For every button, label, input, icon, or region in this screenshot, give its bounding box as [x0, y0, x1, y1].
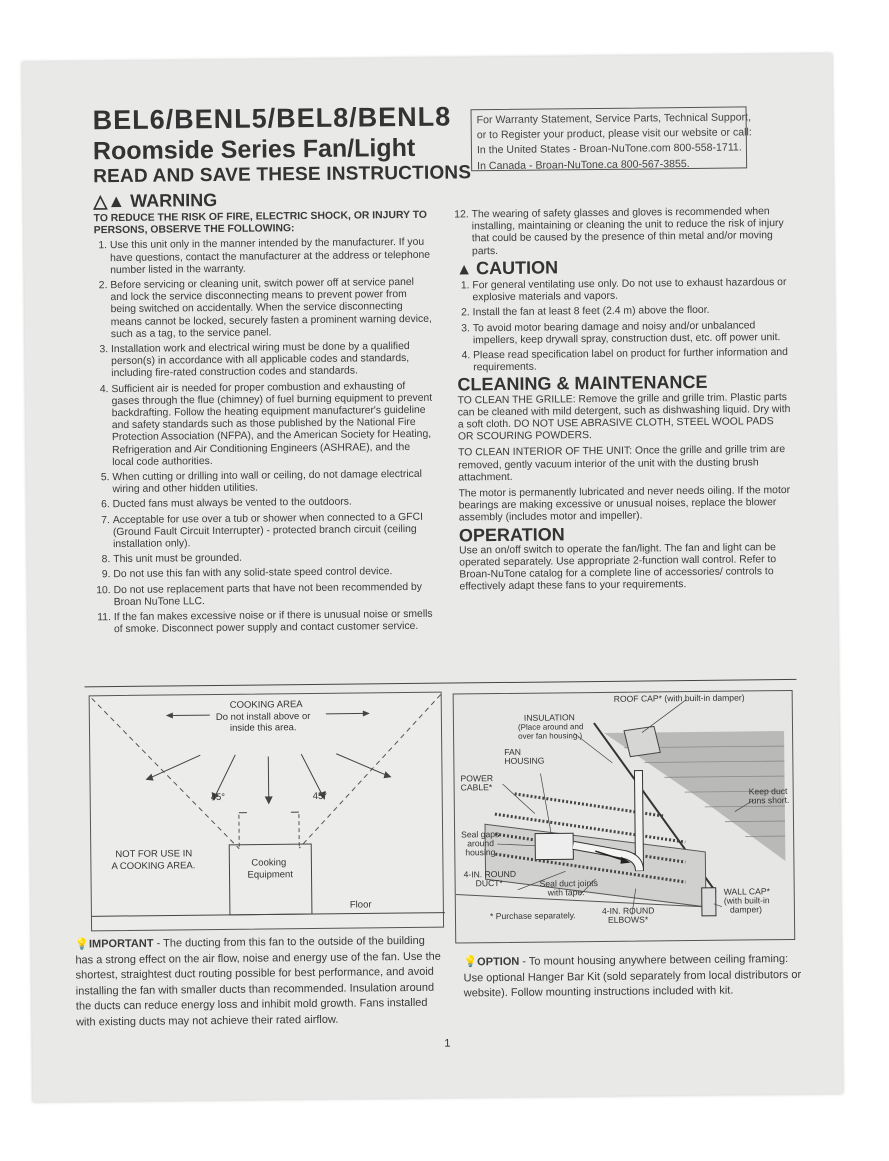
- warning-list-continued: [456, 206, 790, 258]
- fan-housing-label: FAN: [504, 746, 522, 757]
- cooking-area-title: COOKING AREA: [229, 699, 303, 711]
- caution-item: 1. For general ventilating use only. Do not use to exhaust hazardous or explosive materials and vapors.: [472, 277, 790, 305]
- wall-cap-label: (with built-in: [723, 895, 770, 906]
- caution-list: [456, 277, 791, 375]
- angle-left-label: 45°: [210, 791, 226, 804]
- power-cable-label: POWER: [460, 773, 494, 784]
- wall-cap-label: damper): [729, 904, 762, 915]
- cooking-area-note: inside this area.: [229, 722, 297, 734]
- fan-housing-label: HOUSING: [504, 755, 545, 766]
- lightbulb-icon: 💡: [463, 956, 478, 969]
- wall-cap-label: WALL CAP*: [723, 886, 770, 897]
- instructions-title: READ AND SAVE THESE INSTRUCTIONS: [93, 162, 472, 188]
- motor-text: The motor is permanently lubricated and never needs oiling. If the motor bearings are making excessive or unusual noises, replace the blower assembly (includes motor and impeller).: [458, 485, 791, 524]
- elbows-label: 4-IN. ROUND: [601, 905, 655, 916]
- contact-box: [471, 106, 752, 172]
- important-label: IMPORTANT: [88, 937, 154, 951]
- cooking-area-note: Do not install above or: [215, 711, 311, 724]
- clean-interior-text: TO CLEAN INTERIOR OF THE UNIT: Once the grille and grille trim are removed, gently vacuum interior of the unit with the dusting brush attachment.: [458, 444, 786, 484]
- operation-heading: OPERATION: [458, 524, 565, 546]
- clean-grille-text: TO CLEAN THE GRILLE: Remove the grille and grille trim. Plastic parts can be cleaned with mild detergent, such as dishwashing liquid. Dry with a soft cloth. DO NOT USE ABRASIVE CLOTH, STEEL WOOL PADS OR SCOURING POWDERS.: [457, 391, 791, 443]
- insulation-label: INSULATION: [523, 712, 575, 723]
- not-for-use-label: NOT FOR USE IN: [115, 848, 193, 861]
- contact-line: For Warranty Statement, Service Parts, Technical Support,: [476, 111, 752, 127]
- keep-duct-label: Keep duct: [748, 786, 788, 797]
- model-title: BEL6/BENL5/BEL8/BENL8: [92, 101, 452, 136]
- equipment-label: Cooking: [251, 857, 287, 869]
- warning-triangle-icon: △▲: [93, 190, 126, 212]
- seal-joints-label: Seal duct joints: [539, 878, 598, 889]
- warning-item: 2. Before servicing or cleaning unit, switch power off at service panel and lock the service disconnecting means to prevent power from being switched on accidentally. When the service disconnecting means cannot be locked, securely fasten a prominent warning device, such as a tag, to the service panel.: [110, 277, 433, 341]
- angle-right-label: 45°: [312, 790, 328, 802]
- important-text: - The ducting from this fan to the outside of the building has a strong effect on the air flow, noise and energy use of the fan. Use the shortest, straightest duct routing possible for best performance, and avoid installing the fan with smaller ducts than recommended. Insulation around the ducts can reduce energy loss and inhibit mold growth. Fans installed with existing ducts may not achieve their rated airflow.: [75, 934, 441, 1029]
- important-note: [75, 934, 444, 1031]
- warning-column: [94, 210, 436, 640]
- equipment-label: Equipment: [247, 869, 294, 881]
- operation-text: Use an on/off switch to operate the fan/light. The fan and light can be operated separately. Use appropriate 2-function wall control. Refer to Broan-NuTone catalog for a complete line of accessories/ controls to effectively adapt these fans to your requirements.: [459, 542, 777, 593]
- caution-item: 4. Please read specification label on product for further information and requirements.: [473, 347, 791, 375]
- warning-item: 6. Ducted fans must always be vented to the outdoors.: [113, 496, 435, 512]
- floor-label: Floor: [349, 899, 372, 911]
- warning-item: 5. When cutting or drilling into wall or ceiling, do not damage electrical wiring and other hidden utilities.: [112, 469, 434, 497]
- cooking-area-diagram: [89, 692, 444, 932]
- elbows-label: ELBOWS*: [607, 914, 649, 925]
- warning-item: 11. If the fan makes excessive noise or if there is unusual noise or smells of smoke. Disconnect power supply and contact customer service.: [114, 609, 436, 637]
- purchase-note: * Purchase separately.: [489, 910, 576, 922]
- warning-item: 3. Installation work and electrical wiring must be done by a qualified person(s) in accordance with all applicable codes and standards, including fire-rated construction codes and standards.: [111, 341, 433, 381]
- duct-diagram: [453, 690, 796, 944]
- warning-item: 9. Do not use this fan with any solid-state speed control device.: [113, 566, 435, 582]
- contact-line: or to Register your product, please visit our website or call:: [476, 126, 752, 142]
- warning-heading: [93, 190, 217, 212]
- insulation-note: over fan housing.): [518, 731, 583, 741]
- contact-line: In the United States - Broan-NuTone.com 800-558-1711.: [476, 141, 742, 157]
- warning-list: [94, 237, 436, 637]
- right-column: [456, 206, 794, 598]
- warning-item: 4. Sufficient air is needed for proper combustion and exhausting of gases through the flue (chimney) of fuel burning equipment to prevent backdrafting. Follow the heating equipment manufacturer's guideline and safety standards such as those published by the National Fire Protection Association (NFPA), and the American Society for Heating, Refrigeration and Air Conditioning Engineers (ASHRAE), and the local code authorities.: [111, 380, 434, 469]
- cleaning-heading: CLEANING & MAINTENANCE: [457, 372, 708, 395]
- series-title: Roomside Series Fan/Light: [92, 133, 416, 166]
- round-duct-label: DUCT*: [475, 878, 503, 889]
- instruction-sheet: [22, 54, 843, 1102]
- warning-item: 10. Do not use replacement parts that have not been recommended by Broan NuTone LLC.: [113, 581, 435, 609]
- seal-gaps-label: housing: [465, 847, 496, 858]
- option-note: [463, 952, 807, 1002]
- round-duct-label: 4-IN. ROUND: [463, 868, 517, 880]
- seal-joints-label: with tape.: [547, 887, 585, 898]
- caution-triangle-icon: ▲: [456, 261, 473, 279]
- warning-item: 12. The wearing of safety glasses and gloves is recommended when installing, maintaining or cleaning the unit to reduce the risk of injury that could be caused by the presence of thin metal and/or moving parts.: [472, 206, 790, 258]
- warning-item: 1. Use this unit only in the manner intended by the manufacturer. If you have questions, contact the manufacturer at the address or telephone number listed in the warranty.: [110, 237, 432, 277]
- caution-item: 2. Install the fan at least 8 feet (2.4 m) above the floor.: [473, 304, 791, 320]
- caution-item: 3. To avoid motor bearing damage and noisy and/or unbalanced impellers, keep drywall spray, construction dust, etc. off power unit.: [473, 320, 791, 348]
- not-for-use-label: A COOKING AREA.: [111, 860, 196, 873]
- option-label: OPTION: [477, 955, 520, 969]
- warning-item: 8. This unit must be grounded.: [113, 551, 435, 567]
- lightbulb-icon: 💡: [75, 938, 90, 951]
- power-cable-label: CABLE*: [460, 782, 493, 793]
- warning-item: 7. Acceptable for use over a tub or shower when connected to a GFCI (Ground Fault Circuit Interrupter) - protected branch circuit (ceiling installation only).: [113, 511, 435, 551]
- page-number: 1: [444, 1037, 451, 1050]
- section-divider: [85, 679, 797, 687]
- roof-cap-label: ROOF CAP* (with built-in damper): [613, 692, 745, 704]
- seal-gaps-label: around: [467, 838, 495, 849]
- option-text: - To mount housing anywhere between ceiling framing: Use optional Hanger Bar Kit (sold separately from local distributors or website). Follow mounting instructions included with kit.: [463, 953, 802, 1000]
- contact-line: In Canada - Broan-NuTone.ca 800-567-3855.: [477, 157, 690, 172]
- warning-heading-text: WARNING: [130, 189, 218, 211]
- insulation-note: (Place around and: [517, 722, 584, 732]
- caution-heading: ▲ CAUTION: [456, 257, 559, 279]
- keep-duct-label: runs short.: [748, 795, 790, 806]
- warning-lead: TO REDUCE THE RISK OF FIRE, ELECTRIC SHOCK, OR INJURY TO PERSONS, OBSERVE THE FOLLOWING:: [93, 209, 427, 237]
- seal-gaps-label: Seal gaps: [461, 829, 500, 840]
